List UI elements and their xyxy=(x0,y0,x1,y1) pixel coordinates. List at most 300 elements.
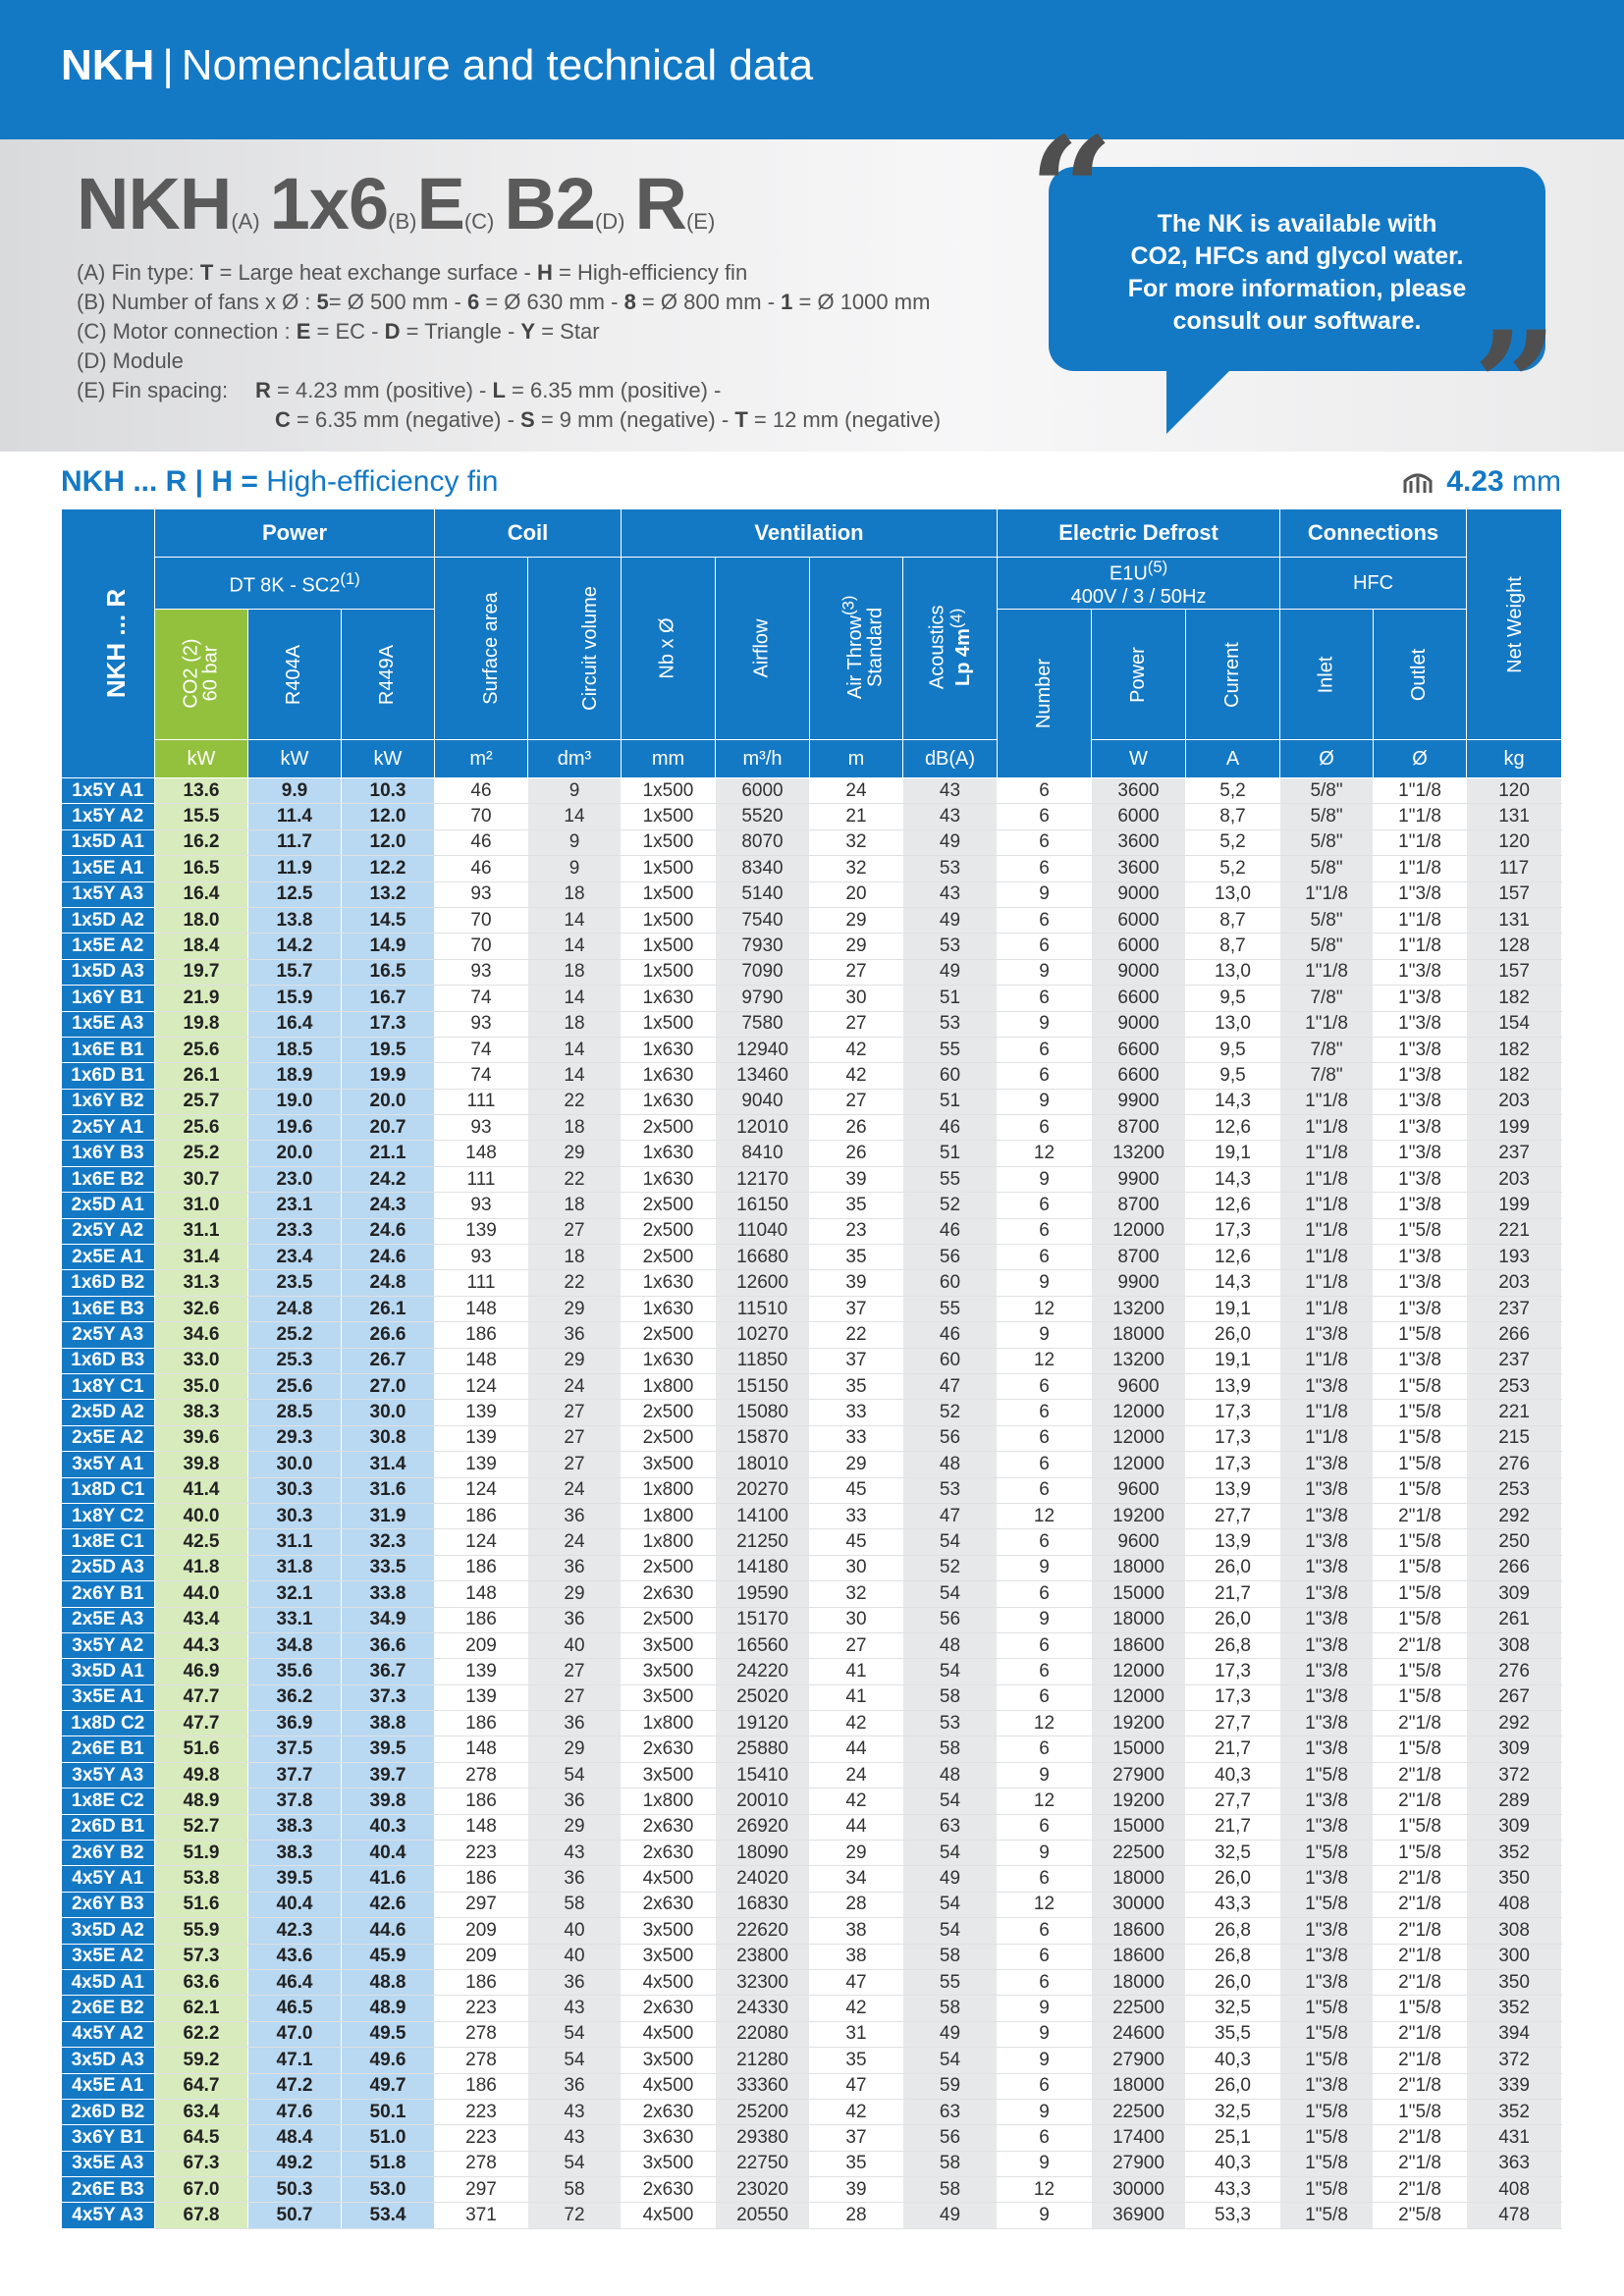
cell-defrost-current: 9,5 xyxy=(1186,1063,1280,1089)
cell-inlet: 1"3/8 xyxy=(1280,1918,1374,1944)
cell-fan-nb: 1x630 xyxy=(622,1296,716,1321)
cell-defrost-current: 5,2 xyxy=(1186,778,1280,804)
cell-defrost-power: 19200 xyxy=(1092,1503,1186,1528)
cell-defrost-power: 9600 xyxy=(1092,1477,1186,1503)
cell-acoustics: 46 xyxy=(903,1115,998,1141)
cell-r404a-kw: 25.3 xyxy=(248,1348,342,1373)
callout-tail xyxy=(1166,365,1235,434)
col-acoustics-label xyxy=(927,606,973,690)
cell-net-weight: 120 xyxy=(1467,829,1562,855)
title-separator: | xyxy=(162,41,174,89)
col-number-label: Number xyxy=(1032,658,1055,729)
table-row xyxy=(62,1841,1562,1866)
cell-fan-nb: 2x500 xyxy=(622,1400,716,1425)
cell-co2-kw: 31.4 xyxy=(155,1245,248,1270)
cell-circuit-volume: 24 xyxy=(528,1529,622,1555)
cell-air-throw: 37 xyxy=(810,1348,903,1373)
table-row xyxy=(62,1245,1562,1270)
cell-r449a-kw: 24.2 xyxy=(342,1166,435,1192)
cell-model: 1x6Y B2 xyxy=(62,1089,155,1114)
unit-dpower: W xyxy=(1092,740,1186,778)
table-row xyxy=(62,881,1562,907)
cell-r404a-kw: 13.8 xyxy=(248,907,342,933)
cell-fan-nb: 2x500 xyxy=(622,1115,716,1141)
cell-fan-nb: 1x500 xyxy=(622,778,716,804)
table-row xyxy=(62,2099,1562,2124)
cell-r404a-kw: 23.1 xyxy=(248,1193,342,1218)
cell-net-weight: 431 xyxy=(1467,2125,1562,2151)
cell-inlet: 1"3/8 xyxy=(1280,1477,1374,1503)
cell-acoustics: 46 xyxy=(903,1218,998,1244)
cell-defrost-number: 12 xyxy=(998,2177,1092,2203)
cell-airflow: 25880 xyxy=(716,1736,810,1762)
cell-inlet: 1"5/8 xyxy=(1280,2177,1374,2203)
cell-fan-nb: 2x630 xyxy=(622,1841,716,1866)
cell-acoustics: 51 xyxy=(903,986,998,1011)
cell-airflow: 29380 xyxy=(716,2125,810,2151)
cell-inlet: 1"5/8 xyxy=(1280,2151,1374,2176)
cell-air-throw: 42 xyxy=(810,1789,903,1814)
cell-airflow: 22750 xyxy=(716,2151,810,2176)
cell-acoustics: 55 xyxy=(903,1296,998,1321)
cell-co2-kw: 52.7 xyxy=(155,1814,248,1840)
cell-inlet: 1"3/8 xyxy=(1280,1581,1374,1607)
cell-r449a-kw: 53.4 xyxy=(342,2203,435,2228)
cell-surface-area: 186 xyxy=(435,1866,528,1892)
cell-defrost-power: 22500 xyxy=(1092,2099,1186,2124)
cell-surface-area: 93 xyxy=(435,881,528,907)
cell-airflow: 23800 xyxy=(716,1944,810,1969)
cell-defrost-number: 6 xyxy=(998,1452,1092,1477)
table-row xyxy=(62,1452,1562,1477)
cell-r449a-kw: 14.5 xyxy=(342,907,435,933)
title-text: Nomenclature and technical data xyxy=(181,41,814,89)
cell-outlet: 2"1/8 xyxy=(1374,1866,1467,1892)
cell-co2-kw: 64.5 xyxy=(155,2125,248,2151)
cell-co2-kw: 19.8 xyxy=(155,1011,248,1037)
cell-co2-kw: 63.4 xyxy=(155,2099,248,2124)
cell-inlet: 1"3/8 xyxy=(1280,1373,1374,1399)
group-coil: Coil xyxy=(435,509,622,558)
cell-surface-area: 46 xyxy=(435,856,528,881)
col-throw xyxy=(810,558,903,740)
cell-surface-area: 111 xyxy=(435,1166,528,1192)
acoustics-sup: (4) xyxy=(947,608,966,629)
col-r449a-label: R449A xyxy=(376,644,399,705)
cell-fan-nb: 1x630 xyxy=(622,1348,716,1373)
cell-acoustics: 43 xyxy=(903,881,998,907)
cell-fan-nb: 1x500 xyxy=(622,1011,716,1037)
cell-co2-kw: 55.9 xyxy=(155,1918,248,1944)
cell-net-weight: 309 xyxy=(1467,1581,1562,1607)
cell-circuit-volume: 18 xyxy=(528,1245,622,1270)
callout-line-2: CO2, HFCs and glycol water. xyxy=(1130,242,1464,270)
cell-air-throw: 31 xyxy=(810,2021,903,2047)
cell-surface-area: 186 xyxy=(435,1969,528,1995)
cell-outlet: 1"5/8 xyxy=(1374,1555,1467,1580)
cell-outlet: 2"5/8 xyxy=(1374,2203,1467,2228)
col-r404a xyxy=(248,610,342,740)
cell-defrost-power: 12000 xyxy=(1092,1659,1186,1684)
cell-circuit-volume: 29 xyxy=(528,1141,622,1166)
throw-sup: (3) xyxy=(839,595,858,616)
cell-r404a-kw: 25.2 xyxy=(248,1322,342,1348)
cell-defrost-number: 9 xyxy=(998,1270,1092,1296)
cell-outlet: 2"1/8 xyxy=(1374,1918,1467,1944)
cell-r449a-kw: 14.9 xyxy=(342,934,435,959)
cell-r404a-kw: 19.0 xyxy=(248,1089,342,1114)
cell-fan-nb: 3x500 xyxy=(622,1762,716,1788)
cell-co2-kw: 41.4 xyxy=(155,1477,248,1503)
cell-air-throw: 44 xyxy=(810,1814,903,1840)
cell-acoustics: 58 xyxy=(903,1684,998,1710)
cell-net-weight: 193 xyxy=(1467,1245,1562,1270)
cell-air-throw: 32 xyxy=(810,1581,903,1607)
cell-defrost-power: 27900 xyxy=(1092,1762,1186,1788)
group-power: Power xyxy=(155,509,435,558)
close-quote-icon: ” xyxy=(1473,299,1558,472)
cell-surface-area: 278 xyxy=(435,2021,528,2047)
cell-inlet: 1"3/8 xyxy=(1280,1659,1374,1684)
cell-air-throw: 27 xyxy=(810,959,903,985)
legend-b-8-text: = Ø 800 mm - xyxy=(635,290,782,314)
cell-acoustics: 46 xyxy=(903,1322,998,1348)
cell-acoustics: 56 xyxy=(903,1245,998,1270)
cell-defrost-power: 13200 xyxy=(1092,1141,1186,1166)
cell-inlet: 5/8" xyxy=(1280,829,1374,855)
table-row xyxy=(62,2151,1562,2176)
cell-surface-area: 278 xyxy=(435,2048,528,2073)
col-current xyxy=(1186,610,1280,740)
cell-air-throw: 32 xyxy=(810,856,903,881)
cell-acoustics: 51 xyxy=(903,1089,998,1114)
model-code-c-tag: (C) xyxy=(463,209,495,234)
cell-r449a-kw: 12.0 xyxy=(342,804,435,829)
cell-airflow: 16830 xyxy=(716,1892,810,1917)
cell-r449a-kw: 41.6 xyxy=(342,1866,435,1892)
cell-net-weight: 408 xyxy=(1467,1892,1562,1917)
cell-co2-kw: 33.0 xyxy=(155,1348,248,1373)
cell-r449a-kw: 19.5 xyxy=(342,1037,435,1062)
cell-defrost-number: 6 xyxy=(998,1245,1092,1270)
cell-co2-kw: 30.7 xyxy=(155,1166,248,1192)
cell-defrost-power: 12000 xyxy=(1092,1400,1186,1425)
cell-outlet: 1"3/8 xyxy=(1374,1270,1467,1296)
table-row xyxy=(62,959,1562,985)
cell-fan-nb: 1x500 xyxy=(622,804,716,829)
fin-spacing-unit: mm xyxy=(1503,465,1561,498)
cell-fan-nb: 1x500 xyxy=(622,934,716,959)
cell-r404a-kw: 23.0 xyxy=(248,1166,342,1192)
cell-airflow: 5520 xyxy=(716,804,810,829)
cell-acoustics: 56 xyxy=(903,1607,998,1632)
cell-defrost-number: 6 xyxy=(998,804,1092,829)
cell-defrost-number: 6 xyxy=(998,1063,1092,1089)
cell-defrost-number: 9 xyxy=(998,2151,1092,2176)
cell-defrost-power: 3600 xyxy=(1092,778,1186,804)
cell-acoustics: 56 xyxy=(903,2125,998,2151)
cell-inlet: 1"3/8 xyxy=(1280,1789,1374,1814)
cell-defrost-current: 13,0 xyxy=(1186,1011,1280,1037)
cell-net-weight: 372 xyxy=(1467,2048,1562,2073)
cell-defrost-current: 32,5 xyxy=(1186,1996,1280,2021)
cell-air-throw: 38 xyxy=(810,1918,903,1944)
cell-acoustics: 48 xyxy=(903,1762,998,1788)
table-row xyxy=(62,1166,1562,1192)
cell-inlet: 7/8" xyxy=(1280,1063,1374,1089)
cell-defrost-current: 21,7 xyxy=(1186,1581,1280,1607)
cell-outlet: 1"5/8 xyxy=(1374,1814,1467,1840)
cell-defrost-current: 53,3 xyxy=(1186,2203,1280,2228)
cell-circuit-volume: 58 xyxy=(528,2177,622,2203)
cell-defrost-power: 24600 xyxy=(1092,2021,1186,2047)
cell-fan-nb: 2x630 xyxy=(622,2099,716,2124)
cell-defrost-current: 13,0 xyxy=(1186,959,1280,985)
legend-c-y: Y xyxy=(520,319,536,344)
cell-defrost-number: 6 xyxy=(998,856,1092,881)
cell-defrost-number: 6 xyxy=(998,1115,1092,1141)
cell-acoustics: 48 xyxy=(903,1452,998,1477)
cell-r404a-kw: 32.1 xyxy=(248,1581,342,1607)
cell-inlet: 1"1/8 xyxy=(1280,881,1374,907)
cell-outlet: 1"5/8 xyxy=(1374,1607,1467,1632)
cell-circuit-volume: 72 xyxy=(528,2203,622,2228)
cell-acoustics: 53 xyxy=(903,1711,998,1736)
cell-defrost-number: 9 xyxy=(998,1996,1092,2021)
unit-nbxd: mm xyxy=(622,740,716,778)
cell-outlet: 2"1/8 xyxy=(1374,1789,1467,1814)
cell-net-weight: 300 xyxy=(1467,1944,1562,1969)
cell-inlet: 1"1/8 xyxy=(1280,1400,1374,1425)
cell-circuit-volume: 36 xyxy=(528,1866,622,1892)
cell-circuit-volume: 40 xyxy=(528,1632,622,1658)
cell-acoustics: 49 xyxy=(903,1866,998,1892)
cell-inlet: 5/8" xyxy=(1280,934,1374,959)
cell-co2-kw: 67.0 xyxy=(155,2177,248,2203)
table-row xyxy=(62,1063,1562,1089)
cell-circuit-volume: 36 xyxy=(528,1555,622,1580)
col-surface-label: Surface area xyxy=(479,592,502,705)
cell-airflow: 8340 xyxy=(716,856,810,881)
cell-circuit-volume: 43 xyxy=(528,1996,622,2021)
cell-fan-nb: 2x630 xyxy=(622,2177,716,2203)
table-row xyxy=(62,1659,1562,1684)
table-row xyxy=(62,1503,1562,1528)
cell-outlet: 1"3/8 xyxy=(1374,1037,1467,1062)
table-row xyxy=(62,1711,1562,1736)
cell-outlet: 1"5/8 xyxy=(1374,1996,1467,2021)
cell-inlet: 1"5/8 xyxy=(1280,2048,1374,2073)
cell-surface-area: 148 xyxy=(435,1736,528,1762)
legend-c-e-text: = EC - xyxy=(310,319,385,344)
cell-r404a-kw: 49.2 xyxy=(248,2151,342,2176)
cell-defrost-current: 27,7 xyxy=(1186,1711,1280,1736)
dt-label: DT 8K - SC2 xyxy=(229,574,341,597)
cell-net-weight: 182 xyxy=(1467,1037,1562,1062)
cell-model: 2x6D B1 xyxy=(62,1814,155,1840)
table-row xyxy=(62,856,1562,881)
cell-r449a-kw: 39.7 xyxy=(342,1762,435,1788)
cell-fan-nb: 1x800 xyxy=(622,1789,716,1814)
cell-air-throw: 33 xyxy=(810,1400,903,1425)
cell-model: 1x6Y B3 xyxy=(62,1141,155,1166)
cell-defrost-current: 26,0 xyxy=(1186,1866,1280,1892)
cell-air-throw: 45 xyxy=(810,1477,903,1503)
cell-surface-area: 297 xyxy=(435,1892,528,1917)
table-row xyxy=(62,2073,1562,2099)
col-r404a-label: R404A xyxy=(283,644,305,705)
cell-air-throw: 30 xyxy=(810,1555,903,1580)
cell-defrost-power: 22500 xyxy=(1092,1996,1186,2021)
cell-co2-kw: 18.0 xyxy=(155,907,248,933)
cell-net-weight: 117 xyxy=(1467,856,1562,881)
cell-airflow: 10270 xyxy=(716,1322,810,1348)
cell-fan-nb: 2x500 xyxy=(622,1218,716,1244)
cell-co2-kw: 51.6 xyxy=(155,1736,248,1762)
cell-fan-nb: 1x500 xyxy=(622,959,716,985)
cell-net-weight: 350 xyxy=(1467,1969,1562,1995)
cell-r449a-kw: 37.3 xyxy=(342,1684,435,1710)
callout-text xyxy=(1058,208,1536,338)
cell-circuit-volume: 18 xyxy=(528,1193,622,1218)
cell-co2-kw: 16.5 xyxy=(155,856,248,881)
cell-net-weight: 394 xyxy=(1467,2021,1562,2047)
cell-defrost-number: 12 xyxy=(998,1892,1092,1917)
cell-defrost-current: 14,3 xyxy=(1186,1270,1280,1296)
cell-fan-nb: 3x500 xyxy=(622,2151,716,2176)
legend-e-c: C xyxy=(275,407,291,432)
cell-defrost-number: 6 xyxy=(998,2125,1092,2151)
cell-acoustics: 49 xyxy=(903,907,998,933)
cell-r449a-kw: 20.7 xyxy=(342,1115,435,1141)
cell-defrost-power: 3600 xyxy=(1092,856,1186,881)
cell-net-weight: 352 xyxy=(1467,1996,1562,2021)
cell-acoustics: 58 xyxy=(903,2151,998,2176)
table-row xyxy=(62,934,1562,959)
cell-net-weight: 352 xyxy=(1467,1841,1562,1866)
table-body xyxy=(62,778,1562,2229)
cell-defrost-power: 12000 xyxy=(1092,1425,1186,1451)
cell-outlet: 1"5/8 xyxy=(1374,1373,1467,1399)
unit-inlet: Ø xyxy=(1280,740,1374,778)
cell-defrost-number: 6 xyxy=(998,2073,1092,2099)
cell-defrost-power: 6600 xyxy=(1092,1037,1186,1062)
cell-fan-nb: 1x800 xyxy=(622,1529,716,1555)
cell-air-throw: 41 xyxy=(810,1659,903,1684)
cell-air-throw: 35 xyxy=(810,2151,903,2176)
cell-defrost-number: 6 xyxy=(998,1866,1092,1892)
cell-model: 2x5D A3 xyxy=(62,1555,155,1580)
cell-inlet: 1"3/8 xyxy=(1280,1711,1374,1736)
cell-circuit-volume: 36 xyxy=(528,1969,622,1995)
cell-surface-area: 148 xyxy=(435,1581,528,1607)
cell-defrost-number: 6 xyxy=(998,778,1092,804)
legend-e-t: T xyxy=(734,407,748,432)
cell-r449a-kw: 48.8 xyxy=(342,1969,435,1995)
cell-airflow: 14100 xyxy=(716,1503,810,1528)
cell-surface-area: 223 xyxy=(435,1841,528,1866)
cell-airflow: 12010 xyxy=(716,1115,810,1141)
cell-defrost-number: 9 xyxy=(998,1166,1092,1192)
cell-outlet: 1"1/8 xyxy=(1374,934,1467,959)
cell-net-weight: 131 xyxy=(1467,907,1562,933)
cell-r449a-kw: 39.8 xyxy=(342,1789,435,1814)
cell-defrost-number: 6 xyxy=(998,1632,1092,1658)
legend-c-d-text: = Triangle - xyxy=(400,319,521,344)
cell-circuit-volume: 14 xyxy=(528,1063,622,1089)
cell-acoustics: 47 xyxy=(903,1503,998,1528)
cell-net-weight: 237 xyxy=(1467,1141,1562,1166)
cell-r449a-kw: 31.4 xyxy=(342,1452,435,1477)
cell-r449a-kw: 24.3 xyxy=(342,1193,435,1218)
cell-model: 3x5D A3 xyxy=(62,2048,155,2073)
legend-e-r: R xyxy=(255,378,271,402)
cell-air-throw: 42 xyxy=(810,2099,903,2124)
legend-e-prefix: (E) Fin spacing: xyxy=(77,378,229,402)
cell-surface-area: 111 xyxy=(435,1089,528,1114)
legend-c-d: D xyxy=(384,319,401,344)
cell-defrost-current: 43,3 xyxy=(1186,2177,1280,2203)
table-row xyxy=(62,1348,1562,1373)
cell-acoustics: 54 xyxy=(903,1892,998,1917)
cell-r404a-kw: 25.6 xyxy=(248,1373,342,1399)
cell-r404a-kw: 46.4 xyxy=(248,1969,342,1995)
cell-r449a-kw: 12.0 xyxy=(342,829,435,855)
legend-line-a xyxy=(77,260,747,286)
cell-airflow: 6000 xyxy=(716,778,810,804)
cell-defrost-number: 9 xyxy=(998,1607,1092,1632)
table-row xyxy=(62,1322,1562,1348)
cell-surface-area: 186 xyxy=(435,1322,528,1348)
cell-surface-area: 148 xyxy=(435,1141,528,1166)
cell-surface-area: 139 xyxy=(435,1218,528,1244)
cell-inlet: 5/8" xyxy=(1280,856,1374,881)
cell-air-throw: 42 xyxy=(810,1063,903,1089)
cell-net-weight: 203 xyxy=(1467,1089,1562,1114)
cell-defrost-current: 13,0 xyxy=(1186,881,1280,907)
cell-r449a-kw: 21.1 xyxy=(342,1141,435,1166)
cell-air-throw: 28 xyxy=(810,1892,903,1917)
cell-inlet: 5/8" xyxy=(1280,778,1374,804)
cell-r449a-kw: 26.7 xyxy=(342,1348,435,1373)
cell-acoustics: 58 xyxy=(903,1736,998,1762)
cell-airflow: 32300 xyxy=(716,1969,810,1995)
cell-r404a-kw: 15.7 xyxy=(248,959,342,985)
cell-inlet: 1"5/8 xyxy=(1280,2021,1374,2047)
cell-surface-area: 139 xyxy=(435,1684,528,1710)
cell-outlet: 1"5/8 xyxy=(1374,1529,1467,1555)
cell-r404a-kw: 43.6 xyxy=(248,1944,342,1969)
cell-surface-area: 209 xyxy=(435,1632,528,1658)
cell-surface-area: 124 xyxy=(435,1373,528,1399)
cell-outlet: 1"3/8 xyxy=(1374,1348,1467,1373)
cell-inlet: 1"1/8 xyxy=(1280,1348,1374,1373)
cell-air-throw: 47 xyxy=(810,1969,903,1995)
cell-r404a-kw: 50.3 xyxy=(248,2177,342,2203)
cell-acoustics: 58 xyxy=(903,2177,998,2203)
cell-airflow: 20010 xyxy=(716,1789,810,1814)
cell-airflow: 14180 xyxy=(716,1555,810,1580)
cell-fan-nb: 4x500 xyxy=(622,2203,716,2228)
cell-defrost-current: 14,3 xyxy=(1186,1166,1280,1192)
cell-inlet: 1"1/8 xyxy=(1280,1089,1374,1114)
model-code-d: B2 xyxy=(504,163,595,244)
cell-r449a-kw: 24.8 xyxy=(342,1270,435,1296)
cell-defrost-power: 3600 xyxy=(1092,829,1186,855)
cell-inlet: 1"1/8 xyxy=(1280,1270,1374,1296)
cell-co2-kw: 43.4 xyxy=(155,1607,248,1632)
cell-acoustics: 47 xyxy=(903,1373,998,1399)
